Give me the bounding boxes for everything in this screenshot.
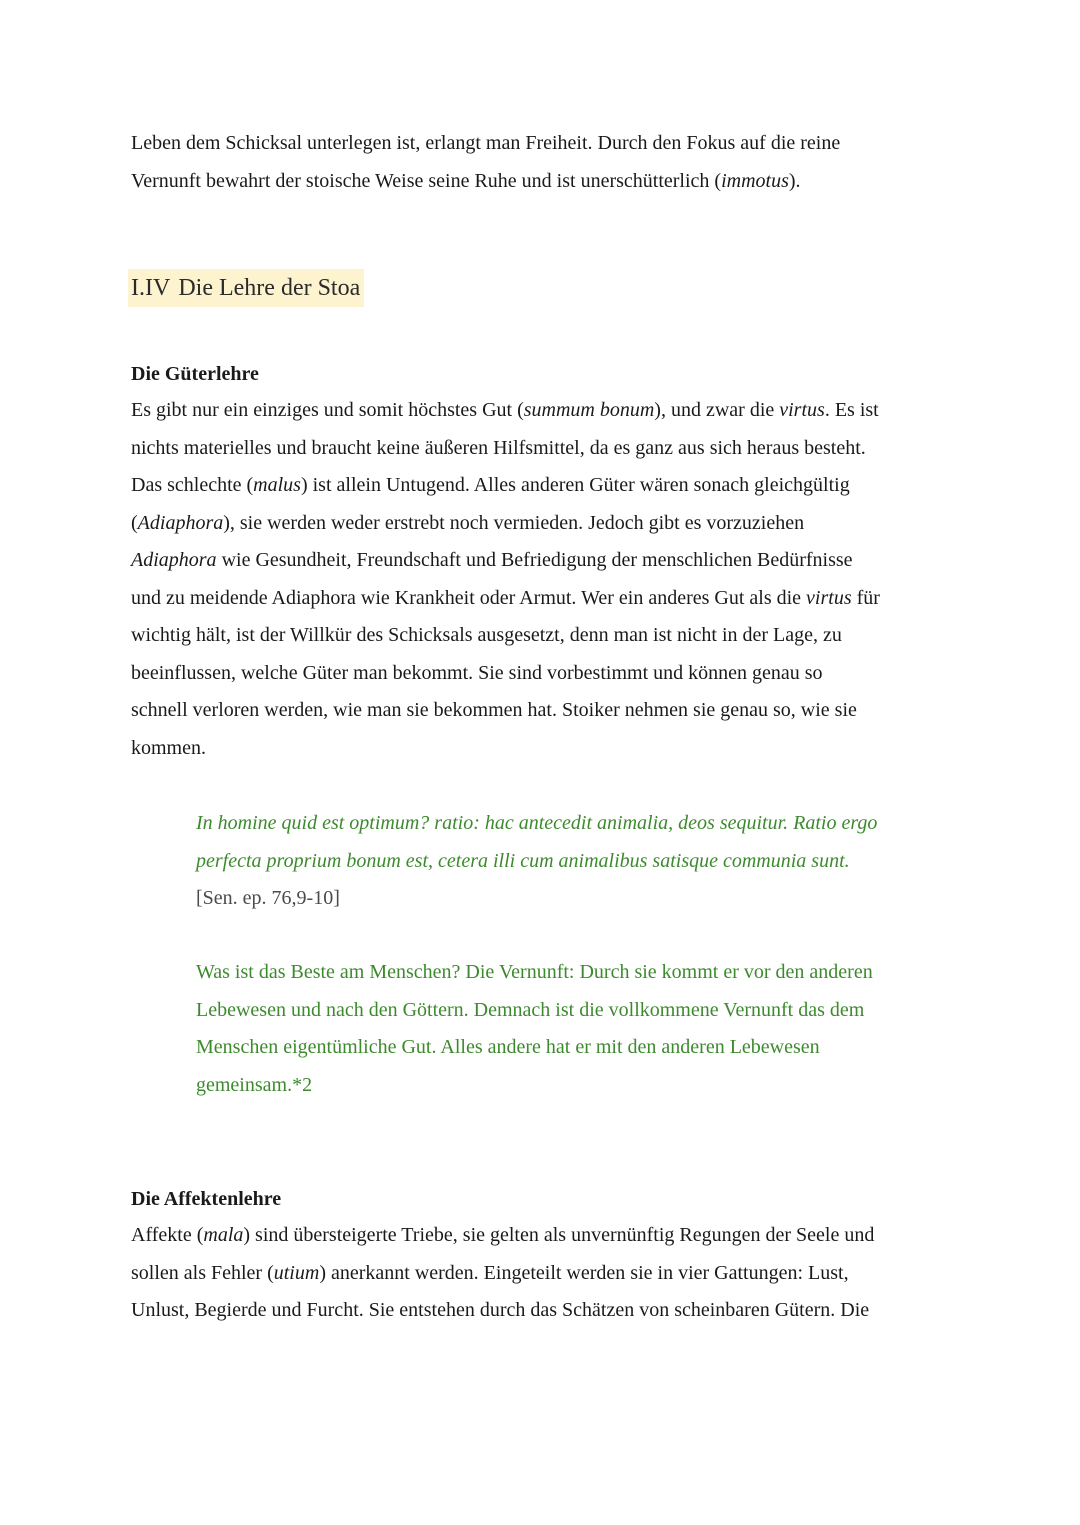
quote-line: perfecta proprium bonum est, cetera illi cum animalibus satisque communia sunt. [196, 849, 850, 872]
subheading-gueterlehre: Die Güterlehre [131, 363, 259, 385]
text-line: Adiaphora wie Gesundheit, Freundschaft und Befriedigung der menschlichen Bedürfnisse [131, 549, 853, 571]
quote-line: gemeinsam.*2 [196, 1073, 313, 1096]
text-line: Affekte (mala) sind übersteigerte Triebe, sie gelten als unvernünftig Regungen der Seele und [131, 1224, 875, 1246]
text-line: kommen. [131, 736, 206, 759]
gueterlehre-paragraph [131, 392, 961, 767]
text-line: sollen als Fehler (utium) anerkannt werden. Eingeteilt werden sie in vier Gattungen: Lust, [131, 1261, 849, 1284]
affektenlehre-paragraph [131, 1217, 961, 1330]
latin-quote [196, 805, 956, 918]
text-line: (Adiaphora), sie werden weder erstrebt noch vermieden. Jedoch gibt es vorzuziehen [131, 511, 805, 534]
text-line: Es gibt nur ein einziges und somit höchstes Gut (summum bonum), und zwar die virtus. Es ist [131, 399, 879, 421]
quote-line: Lebewesen und nach den Göttern. Demnach ist die vollkommene Vernunft das dem [196, 998, 865, 1021]
section-heading [128, 269, 364, 307]
section-title: Die Lehre der Stoa [178, 275, 361, 301]
text-line: nichts materielles und braucht keine äußeren Hilfsmittel, da es ganz aus sich heraus besteht. [131, 436, 866, 459]
german-translation [196, 954, 956, 1104]
text-line: wichtig hält, ist der Willkür des Schicksals ausgesetzt, denn man ist nicht in der Lage, zu [131, 624, 842, 646]
section-number: I.IV [131, 275, 171, 301]
text-line: und zu meidende Adiaphora wie Krankheit oder Armut. Wer ein anderes Gut als die virtus für [131, 586, 880, 609]
text-line: beeinflussen, welche Güter man bekommt. Sie sind vorbestimmt und können genau so [131, 661, 823, 684]
quote-reference: [Sen. ep. 76,9-10] [196, 887, 340, 909]
text-line: schnell verloren werden, wie man sie bekommen hat. Stoiker nehmen sie genau so, wie sie [131, 699, 857, 721]
text-line: Unlust, Begierde und Furcht. Sie entstehen durch das Schätzen von scheinbaren Gütern. Die [131, 1299, 870, 1321]
text-line: Das schlechte (malus) ist allein Untugend. Alles anderen Güter wären sonach gleichgültig [131, 474, 850, 496]
quote-line: In homine quid est optimum? ratio: hac antecedit animalia, deos sequitur. Ratio ergo [196, 812, 878, 834]
subheading-affektenlehre: Die Affektenlehre [131, 1188, 282, 1210]
text-line: Vernunft bewahrt der stoische Weise seine Ruhe und ist unerschütterlich (immotus). [131, 169, 801, 192]
quote-line: Menschen eigentümliche Gut. Alles andere hat er mit den anderen Lebewesen [196, 1036, 820, 1058]
intro-paragraph [131, 125, 961, 200]
text-line: Leben dem Schicksal unterlegen ist, erlangt man Freiheit. Durch den Fokus auf die reine [131, 132, 841, 154]
quote-line: Was ist das Beste am Menschen? Die Vernunft: Durch sie kommt er vor den anderen [196, 961, 873, 983]
